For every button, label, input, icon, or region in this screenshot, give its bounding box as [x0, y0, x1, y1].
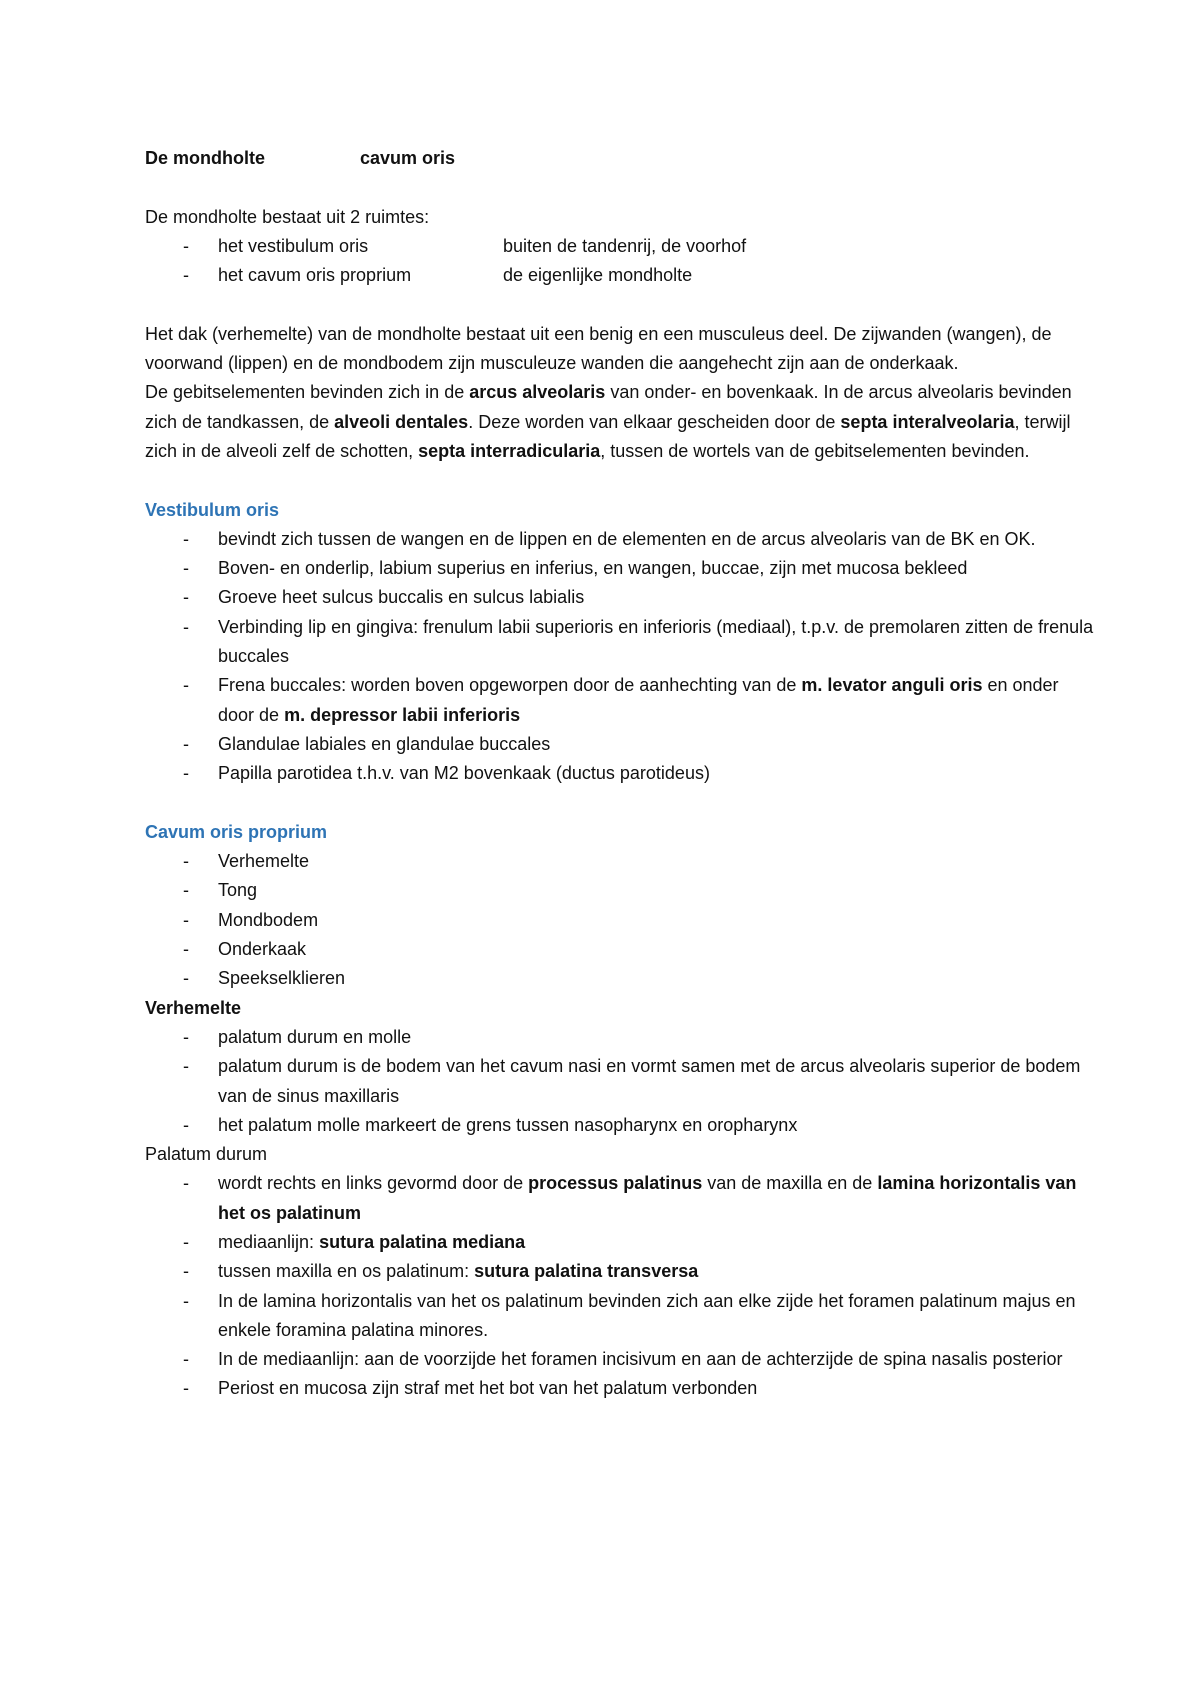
list-item: - Onderkaak	[183, 939, 307, 960]
heading-palatum-durum: Palatum durum	[145, 1144, 268, 1165]
paragraph-dentition: De gebitselementen bevinden zich in de arcus alveolaris van onder- en bovenkaak. In de arcus alveolaris bevinden zich de tandkassen, de alveoli dentales. Deze worden van elkaar gescheiden door de septa interalveolaria, terwijl zich in de alveoli zelf de schotten, septa interradicularia, tussen de wortels van de gebitselementen bevinden.	[145, 382, 1072, 461]
list-item: - het cavum oris proprium de eigenlijke mondholte	[183, 265, 693, 286]
paragraph-roof: Het dak (verhemelte) van de mondholte bestaat uit een benig en een musculeus deel. De zijwanden (wangen), de voorwand (lippen) en de mondbodem zijn musculeuze wanden die aangehecht zijn aan de onderkaak.	[145, 323, 1052, 374]
list-item: - het palatum molle markeert de grens tussen nasopharynx en oropharynx	[183, 1114, 798, 1135]
heading-vestibulum: Vestibulum oris	[145, 499, 280, 520]
list-item: - Verhemelte	[183, 851, 310, 872]
heading-verhemelte: Verhemelte	[145, 997, 242, 1018]
list-item: - tussen maxilla en os palatinum: sutura palatina transversa	[183, 1261, 699, 1282]
list-item: - Boven- en onderlip, labium superius en inferius, en wangen, buccae, zijn met mucosa bekleed	[183, 558, 968, 579]
list-item: - In de mediaanlijn: aan de voorzijde het foramen incisivum en aan de achterzijde de spina nasalis posterior	[183, 1349, 1063, 1370]
title-left: De mondholte	[145, 148, 265, 168]
document-page	[145, 144, 1095, 1404]
intro-text: De mondholte bestaat uit 2 ruimtes:	[145, 206, 430, 227]
heading-cavum: Cavum oris proprium	[145, 821, 328, 842]
document-title	[145, 144, 1095, 173]
list-item: - Speekselklieren	[183, 968, 346, 989]
list-item: - Tong	[183, 880, 258, 901]
list-item: - Mondbodem	[183, 909, 319, 930]
list-item: - palatum durum en molle	[183, 1026, 412, 1047]
list-item: - het vestibulum oris buiten de tandenrij, de voorhof	[183, 235, 747, 256]
list-item: - Glandulae labiales en glandulae buccales	[183, 733, 551, 754]
list-item: - Periost en mucosa zijn straf met het bot van het palatum verbonden	[183, 1378, 758, 1399]
list-item: - Papilla parotidea t.h.v. van M2 bovenkaak (ductus parotideus)	[183, 763, 710, 784]
list-item: - palatum durum is de bodem van het cavum nasi en vormt samen met de arcus alveolaris superior de bodem van de sinus maxillaris	[183, 1056, 1081, 1106]
list-item: - In de lamina horizontalis van het os palatinum bevinden zich aan elke zijde het foramen palatinum majus en enkele foramina palatina minores.	[183, 1290, 1076, 1340]
list-item: - Verbinding lip en gingiva: frenulum labii superioris en inferioris (mediaal), t.p.v. de premolaren zitten de frenula buccales	[183, 616, 1094, 667]
list-item: - Groeve heet sulcus buccalis en sulcus labialis	[183, 587, 585, 608]
list-item: - mediaanlijn: sutura palatina mediana	[183, 1231, 526, 1252]
list-item: - wordt rechts en links gevormd door de processus palatinus van de maxilla en de lamina horizontalis van het os palatinum	[183, 1173, 1077, 1223]
list-item: - bevindt zich tussen de wangen en de lippen en de elementen en de arcus alveolaris van de BK en OK.	[183, 528, 1036, 549]
title-right: cavum oris	[360, 148, 456, 168]
list-item: - Frena buccales: worden boven opgeworpen door de aanhechting van de m. levator anguli oris en onder door de m. depressor labii inferioris	[183, 675, 1059, 725]
